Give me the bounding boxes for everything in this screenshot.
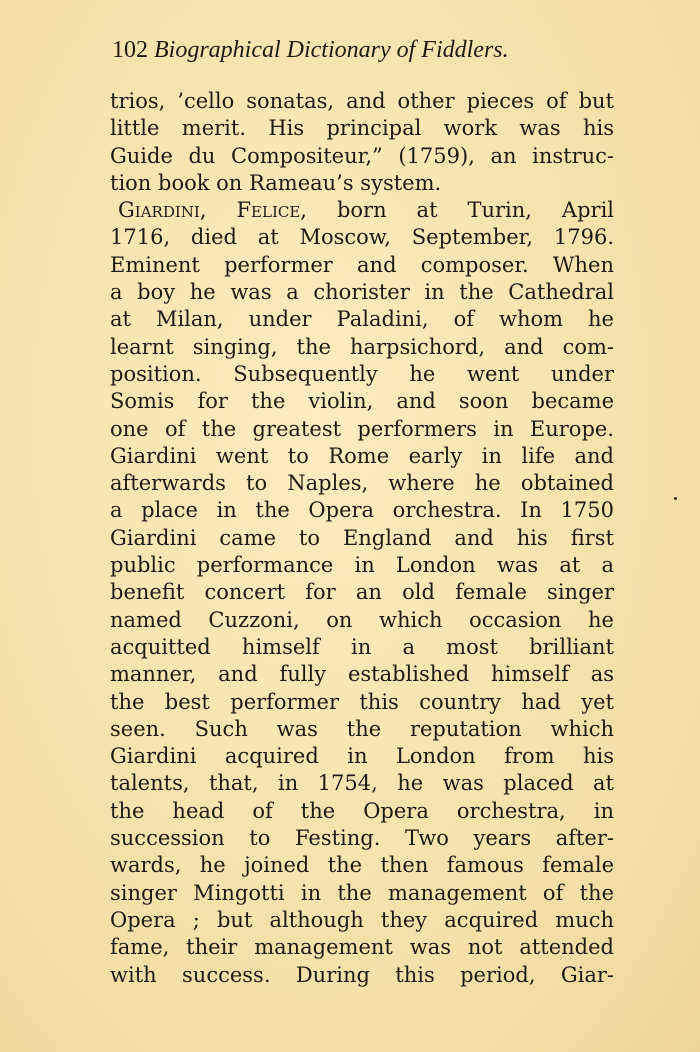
page-header bbox=[112, 34, 612, 66]
text-line: little merit. His principal work was his bbox=[110, 116, 614, 141]
text-line: a boy he was a chorister in the Cathedral bbox=[110, 280, 614, 305]
text-line: Somis for the violin, and soon became bbox=[110, 389, 614, 414]
text-line: wards, he joined the then famous female bbox=[110, 853, 614, 878]
text-line: tion book on Rameau’s system. bbox=[110, 170, 442, 195]
text-line: manner, and fully established himself as bbox=[110, 662, 614, 687]
text-line: with success. During this period, Giar- bbox=[110, 962, 614, 987]
text-line: trios, ’cello sonatas, and other pieces of but bbox=[110, 89, 614, 113]
text-line: Opera ; but although they acquired much bbox=[110, 907, 614, 932]
text-line: Guide du Compositeur,” (1759), an instruc- bbox=[110, 143, 614, 168]
text-line: one of the greatest performers in Europe. bbox=[110, 416, 614, 441]
entry-name: Giardini, Felice, bbox=[118, 198, 307, 223]
text-line: position. Subsequently he went under bbox=[110, 361, 614, 386]
text-line: fame, their management was not attended bbox=[110, 935, 614, 960]
text-line: at Milan, under Paladini, of whom he bbox=[110, 307, 614, 332]
running-title: Biographical Dictionary of Fiddlers. bbox=[154, 37, 509, 63]
text-line: Eminent performer and composer. When bbox=[110, 252, 614, 277]
text-line: the head of the Opera orchestra, in bbox=[110, 798, 614, 823]
paper-speck bbox=[674, 497, 677, 500]
text-line: 1716, died at Moscow, September, 1796. bbox=[110, 225, 614, 250]
text-line: acquitted himself in a most brilliant bbox=[110, 634, 614, 659]
text-line: Giardini came to England and his first bbox=[110, 525, 614, 550]
text-line: the best performer this country had yet bbox=[110, 689, 614, 714]
text-line: talents, that, in 1754, he was placed at bbox=[110, 771, 614, 796]
entry-heading-rest: born at Turin, April bbox=[336, 198, 614, 223]
text-line: named Cuzzoni, on which occasion he bbox=[110, 607, 614, 632]
text-line: learnt singing, the harpsichord, and com- bbox=[110, 334, 614, 359]
text-line: succession to Festing. Two years after- bbox=[110, 826, 614, 851]
page-number: 102 bbox=[112, 37, 148, 63]
text-line: afterwards to Naples, where he obtained bbox=[110, 471, 614, 496]
text-line: seen. Such was the reputation which bbox=[110, 716, 614, 741]
text-line: a place in the Opera orchestra. In 1750 bbox=[110, 498, 614, 523]
text-line: public performance in London was at a bbox=[110, 553, 614, 578]
entry-heading-line bbox=[110, 197, 614, 224]
text-line: Giardini went to Rome early in life and bbox=[110, 443, 614, 468]
body-text bbox=[110, 88, 614, 989]
text-line: singer Mingotti in the management of the bbox=[110, 880, 614, 905]
text-line: benefit concert for an old female singer bbox=[110, 580, 614, 605]
text-line: Giardini acquired in London from his bbox=[110, 744, 614, 769]
